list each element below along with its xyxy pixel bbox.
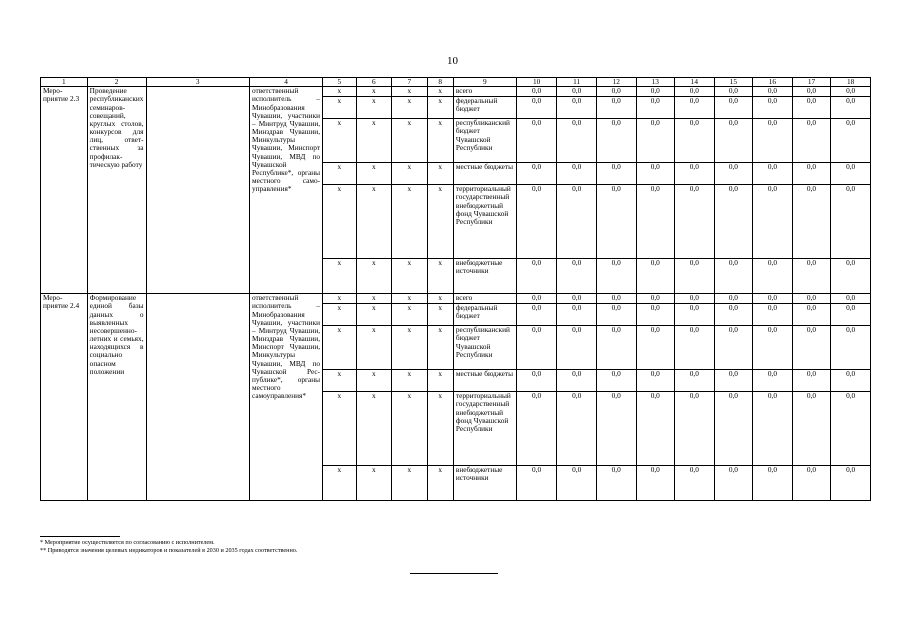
marker-cell: x: [392, 392, 428, 466]
value-cell: 0,0: [516, 185, 557, 259]
value-cell: 0,0: [596, 326, 636, 370]
value-cell: 0,0: [557, 304, 597, 326]
value-cell: 0,0: [636, 326, 675, 370]
bottom-divider: [410, 573, 498, 574]
marker-cell: x: [356, 294, 392, 304]
marker-cell: x: [356, 119, 392, 163]
footnotes: [40, 536, 297, 555]
value-cell: 0,0: [831, 304, 871, 326]
value-cell: 0,0: [831, 259, 871, 294]
value-cell: 0,0: [675, 392, 715, 466]
footnote-1: * Мероприятие осуществляется по согласованию с исполнителем.: [40, 539, 215, 546]
funding-source-cell: всего: [453, 87, 516, 97]
value-cell: 0,0: [753, 87, 793, 97]
value-cell: 0,0: [831, 392, 871, 466]
value-cell: 0,0: [596, 119, 636, 163]
marker-cell: x: [323, 294, 356, 304]
event-name-cell: Проведение республиканских семинаров-совещаний, круглых столов, конкурсов для лиц, ответственных за профилактическую работу: [87, 87, 146, 294]
column-number-cell: 9: [453, 78, 516, 87]
value-cell: 0,0: [753, 163, 793, 185]
value-cell: 0,0: [636, 466, 675, 501]
value-cell: 0,0: [792, 163, 831, 185]
value-cell: 0,0: [792, 294, 831, 304]
marker-cell: x: [356, 87, 392, 97]
value-cell: 0,0: [753, 326, 793, 370]
column-number-cell: 17: [792, 78, 831, 87]
marker-cell: x: [356, 259, 392, 294]
empty-cell: [146, 294, 249, 501]
column-number-cell: 14: [675, 78, 715, 87]
funding-source-cell: республиканский бюджет Чувашской Республики: [453, 119, 516, 163]
value-cell: 0,0: [714, 163, 753, 185]
marker-cell: x: [427, 185, 453, 259]
marker-cell: x: [392, 466, 428, 501]
marker-cell: x: [392, 119, 428, 163]
value-cell: 0,0: [753, 97, 793, 119]
value-cell: 0,0: [714, 304, 753, 326]
value-cell: 0,0: [831, 370, 871, 392]
column-number-cell: 15: [714, 78, 753, 87]
column-number-cell: 10: [516, 78, 557, 87]
value-cell: 0,0: [792, 87, 831, 97]
value-cell: 0,0: [792, 370, 831, 392]
value-cell: 0,0: [792, 119, 831, 163]
column-number-cell: 4: [250, 78, 323, 87]
marker-cell: x: [427, 304, 453, 326]
marker-cell: x: [323, 163, 356, 185]
column-number-cell: 18: [831, 78, 871, 87]
value-cell: 0,0: [753, 304, 793, 326]
value-cell: 0,0: [831, 185, 871, 259]
marker-cell: x: [427, 370, 453, 392]
value-cell: 0,0: [753, 370, 793, 392]
value-cell: 0,0: [636, 392, 675, 466]
value-cell: 0,0: [714, 119, 753, 163]
value-cell: 0,0: [516, 466, 557, 501]
marker-cell: x: [427, 87, 453, 97]
footnote-divider: [40, 536, 120, 537]
value-cell: 0,0: [636, 259, 675, 294]
marker-cell: x: [356, 185, 392, 259]
value-cell: 0,0: [675, 294, 715, 304]
value-cell: 0,0: [714, 392, 753, 466]
marker-cell: x: [323, 185, 356, 259]
value-cell: 0,0: [516, 326, 557, 370]
funding-source-cell: местные бюджеты: [453, 370, 516, 392]
value-cell: 0,0: [831, 87, 871, 97]
value-cell: 0,0: [557, 163, 597, 185]
value-cell: 0,0: [516, 87, 557, 97]
value-cell: 0,0: [831, 466, 871, 501]
marker-cell: x: [427, 97, 453, 119]
value-cell: 0,0: [557, 185, 597, 259]
value-cell: 0,0: [792, 259, 831, 294]
value-cell: 0,0: [596, 392, 636, 466]
marker-cell: x: [427, 119, 453, 163]
marker-cell: x: [392, 370, 428, 392]
column-number-cell: 13: [636, 78, 675, 87]
value-cell: 0,0: [636, 304, 675, 326]
marker-cell: x: [392, 185, 428, 259]
value-cell: 0,0: [831, 326, 871, 370]
value-cell: 0,0: [753, 466, 793, 501]
funding-source-cell: территориальный государственный внебюджетный фонд Чувашской Республики: [453, 185, 516, 259]
marker-cell: x: [392, 326, 428, 370]
column-number-cell: 2: [87, 78, 146, 87]
value-cell: 0,0: [753, 119, 793, 163]
value-cell: 0,0: [557, 326, 597, 370]
value-cell: 0,0: [596, 185, 636, 259]
funding-source-cell: местные бюджеты: [453, 163, 516, 185]
marker-cell: x: [323, 392, 356, 466]
footnote-2: ** Приводятся значения целевых индикаторов и показателей в 2030 и 2035 годах соответственно.: [40, 546, 298, 554]
marker-cell: x: [427, 163, 453, 185]
value-cell: 0,0: [714, 185, 753, 259]
value-cell: 0,0: [792, 392, 831, 466]
value-cell: 0,0: [596, 259, 636, 294]
value-cell: 0,0: [516, 163, 557, 185]
value-cell: 0,0: [714, 294, 753, 304]
value-cell: 0,0: [714, 326, 753, 370]
funding-source-cell: республиканский бюджет Чувашской Республики: [453, 326, 516, 370]
value-cell: 0,0: [792, 185, 831, 259]
marker-cell: x: [356, 370, 392, 392]
marker-cell: x: [323, 259, 356, 294]
table-row: [41, 87, 871, 97]
value-cell: 0,0: [831, 294, 871, 304]
value-cell: 0,0: [557, 87, 597, 97]
value-cell: 0,0: [557, 294, 597, 304]
value-cell: 0,0: [792, 97, 831, 119]
marker-cell: x: [323, 97, 356, 119]
column-number-cell: 8: [427, 78, 453, 87]
marker-cell: x: [323, 326, 356, 370]
value-cell: 0,0: [792, 466, 831, 501]
value-cell: 0,0: [516, 392, 557, 466]
executors-cell: ответственный исполнитель – Минобразования Чувашии, участники – Минтруд Чувашии, Минздрав Чувашии, Минкультуры Чувашии, Минспорт Чувашии, МВД по Чувашской Республике*, органы местного самоуправления*: [250, 87, 323, 294]
marker-cell: x: [427, 326, 453, 370]
column-number-cell: 11: [557, 78, 597, 87]
marker-cell: x: [392, 259, 428, 294]
column-number-cell: 3: [146, 78, 249, 87]
value-cell: 0,0: [596, 87, 636, 97]
value-cell: 0,0: [714, 87, 753, 97]
value-cell: 0,0: [596, 370, 636, 392]
value-cell: 0,0: [557, 119, 597, 163]
marker-cell: x: [356, 163, 392, 185]
funding-source-cell: федеральный бюджет: [453, 304, 516, 326]
value-cell: 0,0: [675, 466, 715, 501]
value-cell: 0,0: [516, 294, 557, 304]
marker-cell: x: [323, 304, 356, 326]
value-cell: 0,0: [675, 185, 715, 259]
marker-cell: x: [323, 466, 356, 501]
value-cell: 0,0: [792, 304, 831, 326]
marker-cell: x: [427, 294, 453, 304]
funding-source-cell: внебюджетные источники: [453, 466, 516, 501]
value-cell: 0,0: [675, 163, 715, 185]
value-cell: 0,0: [516, 259, 557, 294]
empty-cell: [146, 87, 249, 294]
marker-cell: x: [392, 304, 428, 326]
value-cell: 0,0: [714, 97, 753, 119]
column-number-row: [41, 78, 871, 87]
value-cell: 0,0: [516, 97, 557, 119]
marker-cell: x: [392, 294, 428, 304]
marker-cell: x: [392, 87, 428, 97]
column-number-cell: 16: [753, 78, 793, 87]
value-cell: 0,0: [831, 97, 871, 119]
column-number-cell: 5: [323, 78, 356, 87]
value-cell: 0,0: [557, 392, 597, 466]
value-cell: 0,0: [714, 259, 753, 294]
funding-source-cell: территориальный государственный внебюджетный фонд Чувашской Республики: [453, 392, 516, 466]
value-cell: 0,0: [753, 294, 793, 304]
value-cell: 0,0: [675, 326, 715, 370]
funding-table: [40, 77, 871, 501]
event-code-cell: Мероприятие 2.4: [41, 294, 88, 501]
value-cell: 0,0: [636, 163, 675, 185]
marker-cell: x: [356, 326, 392, 370]
column-number-cell: 7: [392, 78, 428, 87]
marker-cell: x: [427, 392, 453, 466]
column-number-cell: 12: [596, 78, 636, 87]
value-cell: 0,0: [557, 97, 597, 119]
event-code-cell: Мероприятие 2.3: [41, 87, 88, 294]
value-cell: 0,0: [557, 466, 597, 501]
value-cell: 0,0: [596, 466, 636, 501]
value-cell: 0,0: [516, 304, 557, 326]
page-number: 10: [447, 55, 458, 67]
value-cell: 0,0: [675, 97, 715, 119]
value-cell: 0,0: [792, 326, 831, 370]
value-cell: 0,0: [516, 370, 557, 392]
marker-cell: x: [356, 466, 392, 501]
value-cell: 0,0: [596, 304, 636, 326]
value-cell: 0,0: [636, 119, 675, 163]
value-cell: 0,0: [675, 119, 715, 163]
marker-cell: x: [356, 97, 392, 119]
column-number-cell: 1: [41, 78, 88, 87]
marker-cell: x: [323, 370, 356, 392]
value-cell: 0,0: [714, 370, 753, 392]
value-cell: 0,0: [675, 304, 715, 326]
value-cell: 0,0: [831, 163, 871, 185]
value-cell: 0,0: [516, 119, 557, 163]
event-name-cell: Формирование единой базы данных о выявленных несовершеннолетних и семьях, находящихся в социально опасном положении: [87, 294, 146, 501]
value-cell: 0,0: [714, 466, 753, 501]
value-cell: 0,0: [675, 87, 715, 97]
value-cell: 0,0: [636, 294, 675, 304]
funding-source-cell: внебюджетные источники: [453, 259, 516, 294]
value-cell: 0,0: [596, 163, 636, 185]
marker-cell: x: [356, 304, 392, 326]
marker-cell: x: [323, 87, 356, 97]
value-cell: 0,0: [753, 259, 793, 294]
marker-cell: x: [392, 97, 428, 119]
value-cell: 0,0: [557, 259, 597, 294]
value-cell: 0,0: [831, 119, 871, 163]
marker-cell: x: [392, 163, 428, 185]
marker-cell: x: [323, 119, 356, 163]
funding-source-cell: федеральный бюджет: [453, 97, 516, 119]
value-cell: 0,0: [753, 392, 793, 466]
marker-cell: x: [427, 466, 453, 501]
value-cell: 0,0: [636, 87, 675, 97]
value-cell: 0,0: [753, 185, 793, 259]
value-cell: 0,0: [636, 97, 675, 119]
marker-cell: x: [356, 392, 392, 466]
value-cell: 0,0: [596, 294, 636, 304]
executors-cell: ответственный исполнитель – Минобразования Чувашии, участники – Минтруд Чувашии, Минздрав Чувашии, Минспорт Чувашии, Минкультуры Чувашии, МВД по Чувашской Республике*, органы местного самоуправления*: [250, 294, 323, 501]
marker-cell: x: [427, 259, 453, 294]
value-cell: 0,0: [636, 185, 675, 259]
value-cell: 0,0: [675, 370, 715, 392]
value-cell: 0,0: [557, 370, 597, 392]
column-number-cell: 6: [356, 78, 392, 87]
value-cell: 0,0: [636, 370, 675, 392]
value-cell: 0,0: [675, 259, 715, 294]
table-row: [41, 294, 871, 304]
funding-source-cell: всего: [453, 294, 516, 304]
value-cell: 0,0: [596, 97, 636, 119]
